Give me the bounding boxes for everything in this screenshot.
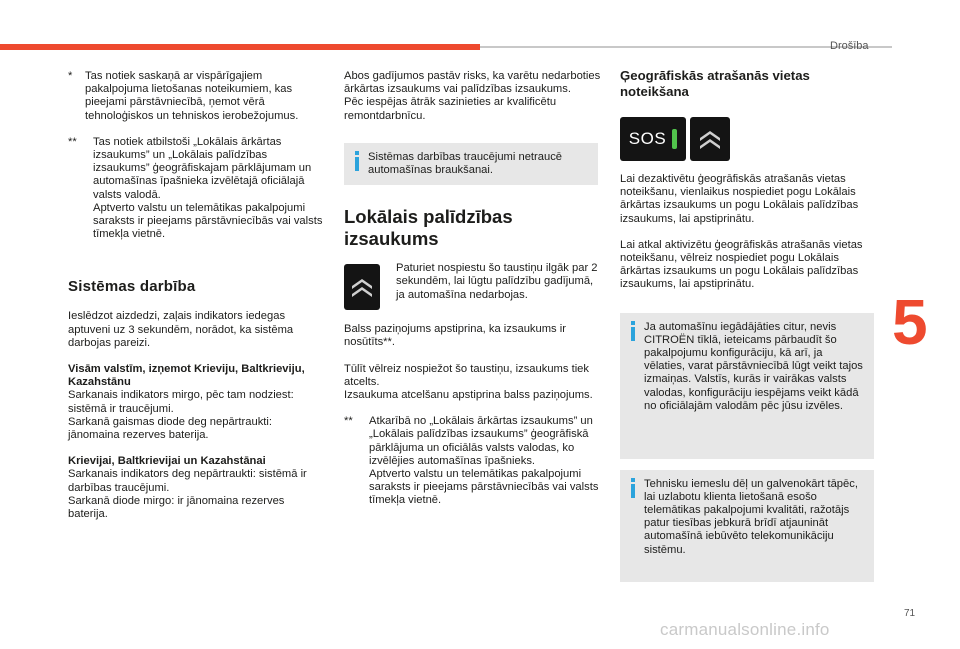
paragraph: Balss paziņojums apstiprina, ka izsaukums ir nosūtīts**. — [344, 323, 566, 349]
info-text: Ja automašīnu iegādājāties citur, nevis CITROËN tīklā, ieteicams pārbaudīt šo pakalpojumu konfigurāciju, kā arī, ja vēlaties, varat pārstāvniecībā lūgt veikt tajos izmaiņas. Valstīs, kurās ir vairākas valsts valodas, konfigurāciju iespējams veikt kādā no oficiālajām valodām pēc jūsu izvēles. — [644, 320, 863, 412]
info-text: Sistēmas darbības traucējumi netraucē automašīnas braukšanai. — [368, 150, 563, 177]
watermark: carmanualsonline.info — [660, 620, 830, 639]
footnote-text: Aptverto valstu un telemātikas pakalpojumi saraksts ir pieejams pārstāvniecībās vai valsts tīmekļa vietnē. — [93, 201, 323, 241]
paragraph: Abos gadījumos pastāv risks, ka varētu nedarboties ārkārtas izsaukums vai palīdzības izsaukums. — [344, 70, 601, 96]
section-title: Drošība — [830, 40, 869, 52]
column-right — [620, 68, 878, 582]
info-text: Tehnisku iemeslu dēļ un galvenokārt tāpēc, lai uzlabotu klienta lietošanā esošo telemātikas pakalpojumi kvalitāti, ražotājs patur tiesības jebkurā brīdī atjaunināt automašīnā iebūvēto telekomunikāciju sistēmu. — [644, 477, 858, 556]
section-heading: Ģeogrāfiskās atrašanās vietas noteikšana — [620, 68, 810, 99]
footnote-text: Tas notiek saskaņā ar vispārīgajiem pakalpojuma lietošanas noteikumiem, kas pieejami pārstāvniecībā, ņemot vērā tehnoloģiskos un tehniskos ierobežojumus. — [85, 70, 299, 122]
subheading: Krievijai, Baltkrievijai un Kazahstānai — [68, 455, 266, 468]
chapter-number: 5 — [892, 286, 928, 358]
footnote-mark: ** — [68, 135, 77, 148]
citroen-chevron-icon — [350, 274, 374, 300]
paragraph: Sarkanais indikators deg nepārtraukti: sistēmā ir darbības traucējumi. — [68, 468, 307, 494]
assistance-button-icon — [344, 264, 380, 310]
footnote-double — [68, 136, 326, 242]
footnote-double — [344, 415, 602, 507]
button-pair — [620, 117, 878, 161]
info-box — [620, 313, 874, 459]
footnote-text: Tas notiek atbilstoši „Lokālais ārkārtas izsaukums” un „Lokālais palīdzības izsaukums” ģeogrāfiskajam pārklājumam un automašīnas īpašnieka izvēlētajā oficiālajā valsts valodā. — [93, 135, 312, 201]
paragraph: Sarkanā gaismas diode deg nepārtraukti: jānomaina rezerves baterija. — [68, 415, 272, 442]
sos-button-icon — [620, 117, 686, 161]
footnote-mark: ** — [344, 415, 353, 428]
citroen-chevron-icon — [698, 126, 722, 152]
status-led — [672, 129, 677, 149]
info-box — [620, 470, 874, 582]
column-left — [68, 70, 326, 521]
info-box — [344, 143, 598, 185]
button-instruction — [344, 262, 602, 310]
footnote-mark: * — [68, 70, 73, 82]
page-number: 71 — [904, 608, 916, 619]
column-middle — [344, 70, 602, 508]
paragraph: Sarkanā diode mirgo: ir jānomaina rezerves baterija. — [68, 494, 285, 521]
paragraph: Sarkanais indikators mirgo, pēc tam nodziest: sistēmā ir traucējumi. — [68, 389, 294, 415]
paragraph: Pēc iespējas ātrāk sazinieties ar kvalificētu remontdarbnīcu. — [344, 96, 557, 122]
section-heading: Sistēmas darbība — [68, 278, 196, 296]
footnote-text: Atkarībā no „Lokālais ārkārtas izsaukums” un „Lokālais palīdzības izsaukums” ģeogrāfiskā pārklājuma un oficiālās valsts valodas, ko izvēlējies automašīnas īpašnieks. — [369, 415, 593, 467]
section-heading: Lokālais palīdzības izsaukums — [344, 206, 513, 250]
paragraph: Lai dezaktivētu ģeogrāfiskās atrašanās vietas noteikšanu, vienlaikus nospiediet pogu Lokālais ārkārtas izsaukums un pogu Lokālais palīdzības izsaukums, lai apstiprinātu. — [620, 173, 859, 225]
info-icon — [629, 478, 641, 496]
subheading: Visām valstīm, izņemot Krieviju, Baltkrieviju, Kazahstānu — [68, 363, 305, 389]
paragraph: Izsaukuma atcelšanu apstiprina balss paziņojums. — [344, 389, 593, 402]
paragraph: Paturiet nospiestu šo taustiņu ilgāk par 2 sekundēm, lai lūgtu palīdzību gadījumā, ja automašīna nedarbojas. — [396, 262, 598, 301]
header-accent-bar — [0, 44, 480, 50]
info-icon — [629, 321, 641, 339]
assistance-button-icon — [690, 117, 730, 161]
footnote-single — [68, 70, 326, 123]
paragraph: Tūlīt vēlreiz nospiežot šo taustiņu, izsaukums tiek atcelts. — [344, 362, 589, 388]
footnote-text: Aptverto valstu un telemātikas pakalpojumi saraksts ir pieejams pārstāvniecībās vai valsts tīmekļa vietnē. — [369, 468, 599, 507]
paragraph: Lai atkal aktivizētu ģeogrāfiskās atrašanās vietas noteikšanu, vēlreiz nospiediet pogu Lokālais ārkārtas izsaukums un pogu Lokālais palīdzības izsaukums, lai apstiprinātu. — [620, 238, 863, 291]
sos-label: SOS — [628, 129, 667, 149]
paragraph: Ieslēdzot aizdedzi, zaļais indikators iedegas aptuveni uz 3 sekundēm, norādot, ka sistēma darbojas pareizi. — [68, 310, 294, 349]
info-icon — [353, 151, 365, 169]
